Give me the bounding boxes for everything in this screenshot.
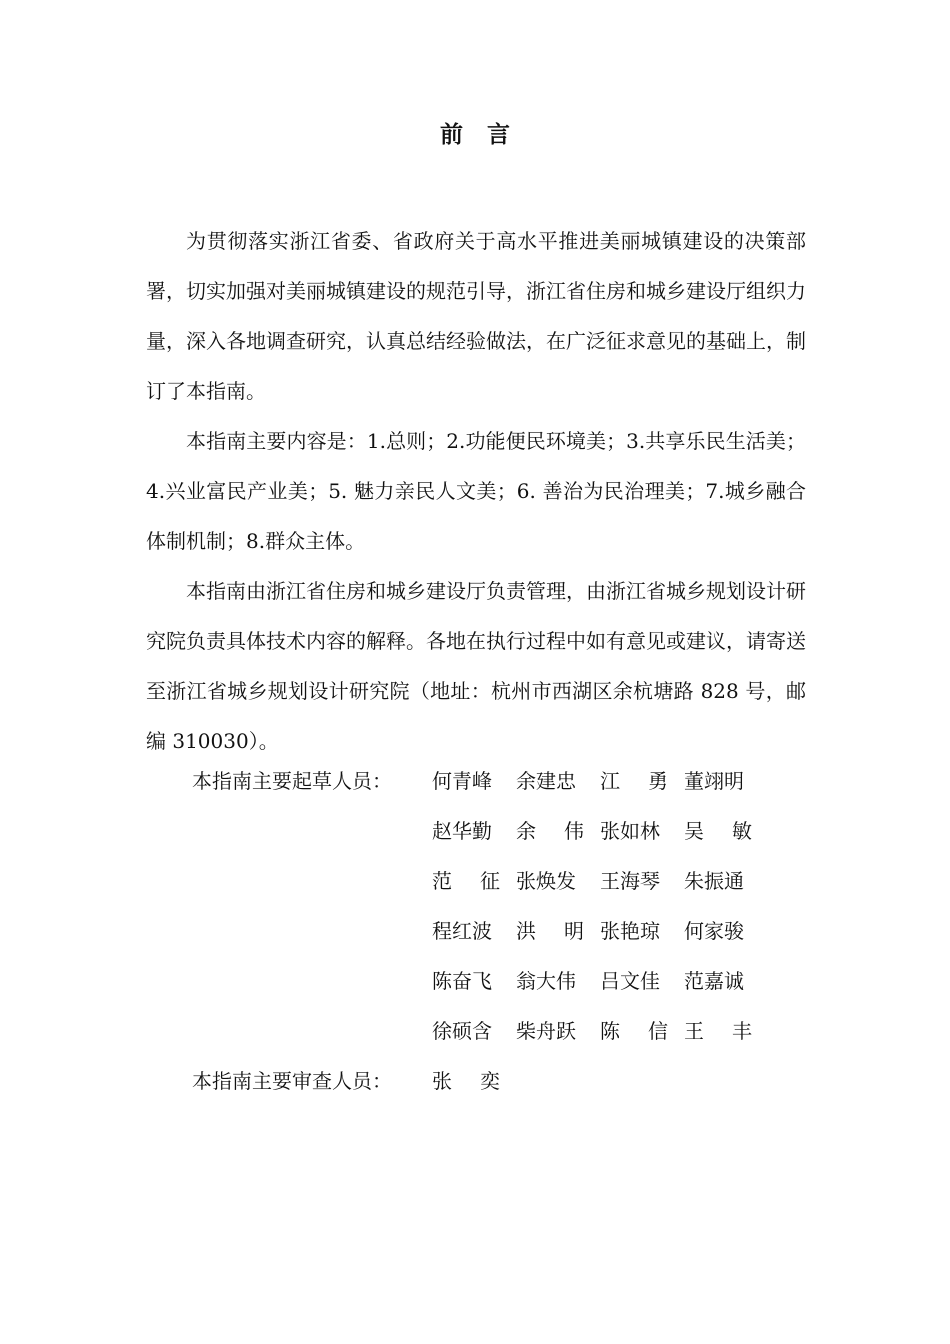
person-name: 徐硕含 <box>432 1019 492 1043</box>
drafters-row <box>432 1006 780 1056</box>
person-name: 范征 <box>432 869 528 893</box>
drafters-names <box>432 756 780 1056</box>
person-name: 董翊明 <box>684 769 744 793</box>
preface-body <box>146 216 806 766</box>
person-name: 张艳琼 <box>600 919 660 943</box>
person-name: 王丰 <box>684 1019 780 1043</box>
preface-paragraph: 本指南主要内容是：1.总则；2.功能便民环境美；3.共享乐民生活美；4.兴业富民产业美；5. 魅力亲民人文美；6. 善治为民治理美；7.城乡融合体制机制；8.群众主体。 <box>146 429 806 553</box>
person-name: 张如林 <box>600 819 660 843</box>
preface-paragraph: 为贯彻落实浙江省委、省政府关于高水平推进美丽城镇建设的决策部署，切实加强对美丽城镇建设的规范引导，浙江省住房和城乡建设厅组织力量，深入各地调查研究，认真总结经验做法，在广泛征求意见的基础上，制订了本指南。 <box>146 229 806 403</box>
reviewers-row <box>432 1056 528 1106</box>
drafters-row <box>432 956 768 1006</box>
drafters-row <box>432 906 768 956</box>
person-name: 程红波 <box>432 919 492 943</box>
person-name: 江勇 <box>600 769 696 793</box>
person-name: 陈奋飞 <box>432 969 492 993</box>
preface-paragraph: 本指南由浙江省住房和城乡建设厅负责管理，由浙江省城乡规划设计研究院负责具体技术内容的解释。各地在执行过程中如有意见或建议，请寄送至浙江省城乡规划设计研究院（地址：杭州市西湖区余杭塘路 828 号，邮编 310030）。 <box>146 579 806 753</box>
reviewers-names <box>432 1056 528 1106</box>
person-name: 柴舟跃 <box>516 1019 576 1043</box>
reviewers-label: 本指南主要审查人员： <box>192 1069 392 1093</box>
person-name: 何青峰 <box>432 769 492 793</box>
person-name: 张奕 <box>432 1069 528 1093</box>
person-name: 吕文佳 <box>600 969 660 993</box>
person-name: 王海琴 <box>600 869 660 893</box>
person-name: 张焕发 <box>516 869 576 893</box>
person-name: 何家骏 <box>684 919 744 943</box>
person-name: 余建忠 <box>516 769 576 793</box>
person-name: 赵华勤 <box>432 819 492 843</box>
person-name: 洪明 <box>516 919 612 943</box>
person-name: 陈信 <box>600 1019 696 1043</box>
person-name: 范嘉诚 <box>684 969 744 993</box>
drafters-row <box>432 806 780 856</box>
drafters-label: 本指南主要起草人员： <box>192 769 392 793</box>
person-name: 朱振通 <box>684 869 744 893</box>
page-title: 前言 <box>440 121 534 148</box>
person-name: 余伟 <box>516 819 612 843</box>
person-name: 吴敏 <box>684 819 780 843</box>
drafters-row <box>432 756 768 806</box>
drafters-row <box>432 856 768 906</box>
person-name: 翁大伟 <box>516 969 576 993</box>
